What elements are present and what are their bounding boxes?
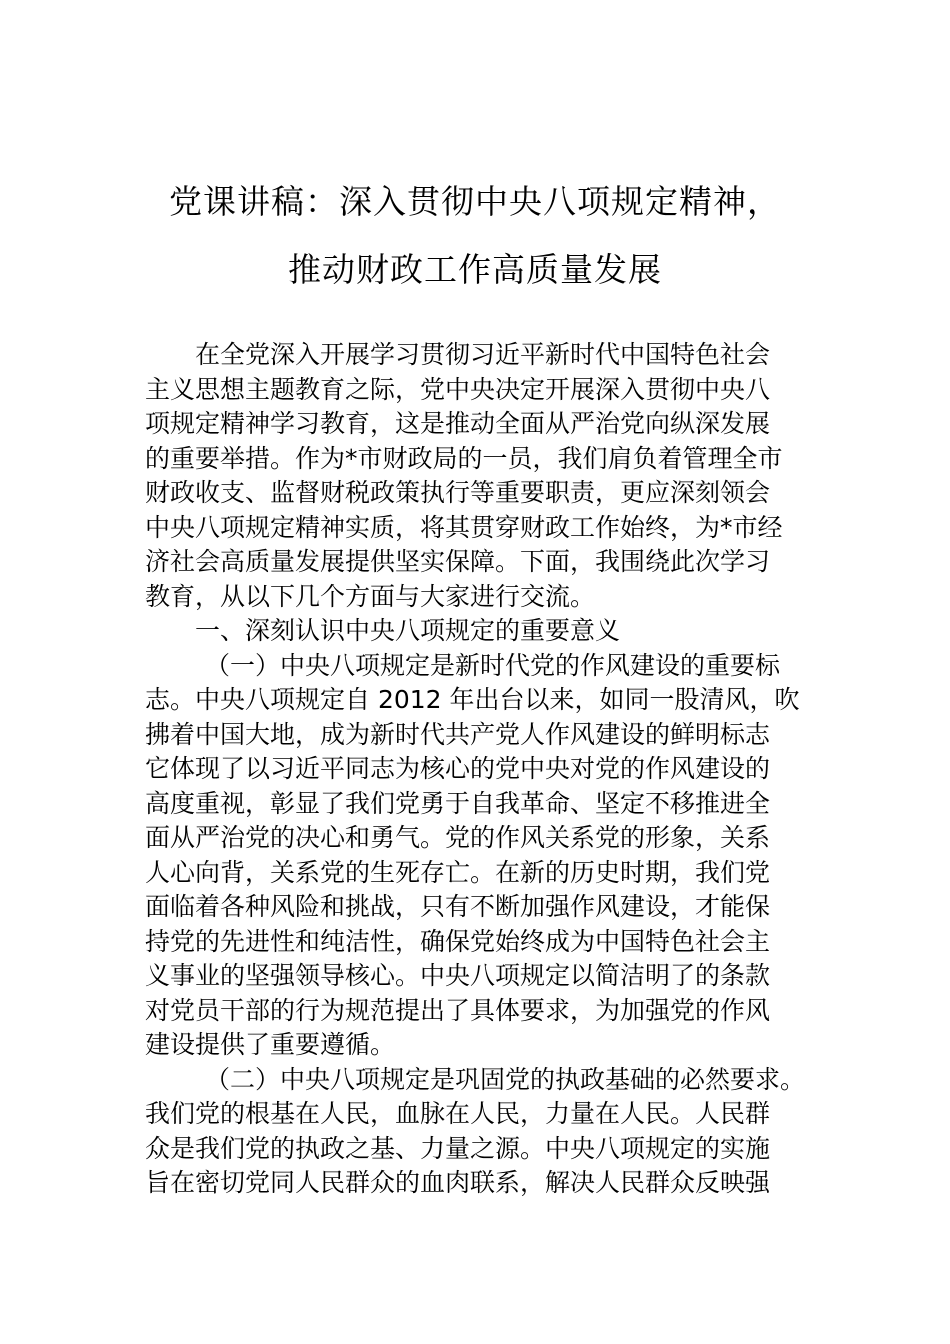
- intro-line: 中央八项规定精神实质，将其贯穿财政工作始终，为*市经: [145, 512, 783, 542]
- document-title-line-2: 推动财政工作高质量发展: [288, 250, 662, 289]
- intro-line: 的重要举措。作为*市财政局的一员，我们肩负着管理全市: [145, 443, 783, 473]
- subsection-1-line: 拂着中国大地，成为新时代共产党人作风建设的鲜明标志: [145, 719, 771, 749]
- intro-line: 教育，从以下几个方面与大家进行交流。: [145, 581, 596, 611]
- subsection-1-line: 面临着各种风险和挑战，只有不断加强作风建设，才能保: [145, 892, 771, 921]
- subsection-1-paragraph: [145, 649, 845, 1063]
- subsection-2-line: 我们党的根基在人民，血脉在人民，力量在人民。人民群: [145, 1099, 771, 1128]
- intro-line: 财政收支、监督财税政策执行等重要职责，更应深刻领会: [145, 478, 771, 507]
- section-heading: 一、深刻认识中央八项规定的重要意义: [195, 616, 621, 645]
- subsection-1-line: （一）中央八项规定是新时代党的作风建设的重要标: [205, 650, 781, 680]
- subsection-1-line: 面从严治党的决心和勇气。党的作风关系党的形象，关系: [145, 823, 771, 852]
- intro-line: 主义思想主题教育之际，党中央决定开展深入贯彻中央八: [145, 374, 771, 404]
- subsection-1-line: 志。中央八项规定自 2012 年出台以来，如同一股清风，吹: [145, 685, 800, 714]
- subsection-1-line: 人心向背，关系党的生死存亡。在新的历史时期，我们党: [145, 857, 771, 887]
- subsection-1-line: 高度重视，彰显了我们党勇于自我革命、坚定不移推进全: [145, 788, 771, 818]
- subsection-2-paragraph: [145, 1063, 845, 1201]
- subsection-1-line: 建设提供了重要遵循。: [145, 1030, 396, 1059]
- document-body: [145, 338, 845, 1201]
- subsection-1-line: 义事业的坚强领导核心。中央八项规定以简洁明了的条款: [145, 961, 771, 990]
- subsection-1-line: 它体现了以习近平同志为核心的党中央对党的作风建设的: [145, 754, 771, 783]
- subsection-2-line: （二）中央八项规定是巩固党的执政基础的必然要求。: [205, 1064, 806, 1094]
- intro-paragraph: [145, 338, 845, 614]
- subsection-2-line: 旨在密切党同人民群众的血肉联系，解决人民群众反映强: [145, 1168, 771, 1197]
- subsection-1-line: 持党的先进性和纯洁性，确保党始终成为中国特色社会主: [145, 926, 771, 956]
- intro-line: 济社会高质量发展提供坚实保障。下面，我围绕此次学习: [145, 547, 771, 576]
- subsection-2-line: 众是我们党的执政之基、力量之源。中央八项规定的实施: [145, 1133, 771, 1163]
- intro-line: 项规定精神学习教育，这是推动全面从严治党向纵深发展: [145, 409, 771, 438]
- document-title-line-1: 党课讲稿：深入贯彻中央八项规定精神，: [169, 182, 781, 221]
- intro-line: 在全党深入开展学习贯彻习近平新时代中国特色社会: [195, 340, 771, 369]
- subsection-1-line: 对党员干部的行为规范提出了具体要求，为加强党的作风: [145, 995, 771, 1025]
